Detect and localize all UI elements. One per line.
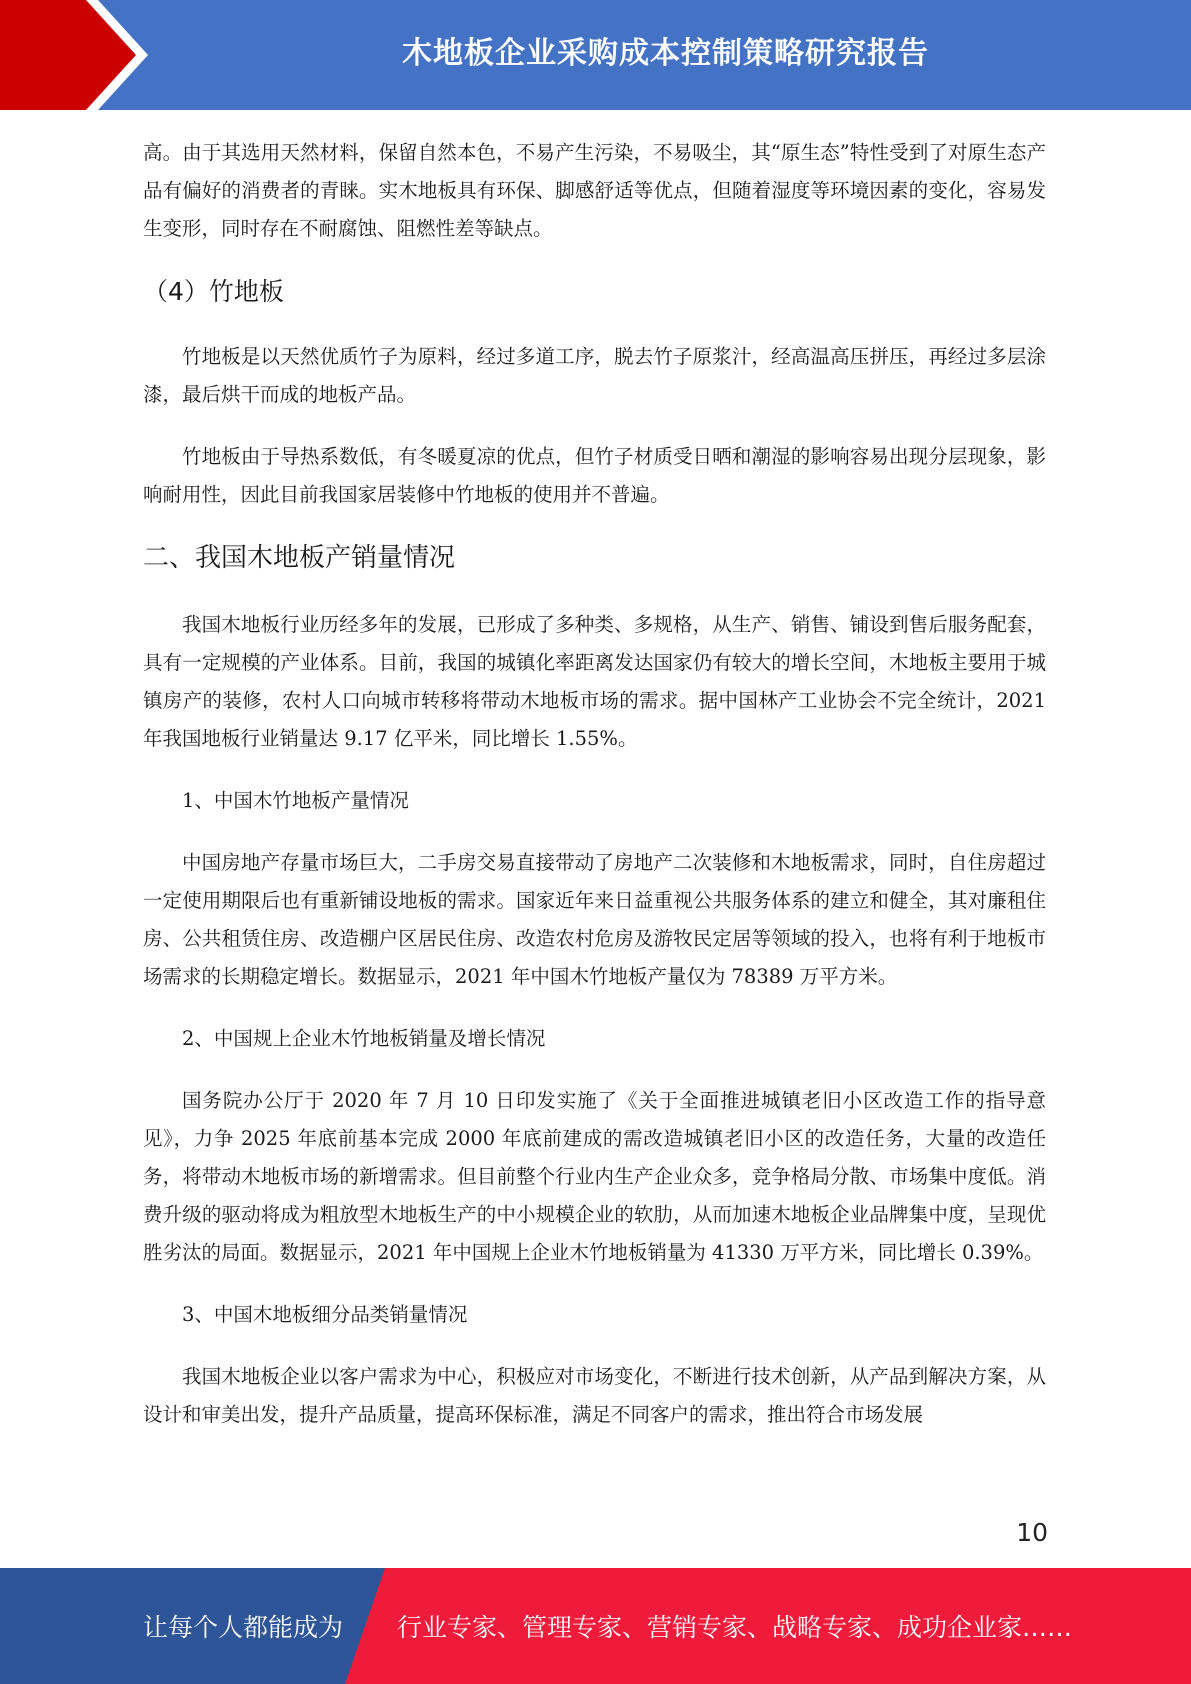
- subheading-bamboo-floor: （4）竹地板: [143, 277, 284, 306]
- paragraph-industry-overview: 我国木地板行业历经多年的发展，已形成了多种类、多规格，从生产、销售、铺设到售后服务配套，具有一定规模的产业体系。目前，我国的城镇化率距离发达国家仍有较大的增长空间，木地板主要用于城镇房产的装修，农村人口向城市转移将带动木地板市场的需求。据中国林产工业协会不完全统计，2021 年我国地板行业销量达 9.17 亿平米，同比增长 1.55%。: [143, 613, 1046, 750]
- item-heading-production: 1、中国木竹地板产量情况: [182, 789, 409, 812]
- paragraph-category-sales: 我国木地板企业以客户需求为中心，积极应对市场变化，不断进行技术创新，从产品到解决方案，从设计和审美出发，提升产品质量，提高环保标准，满足不同客户的需求，推出符合市场发展: [143, 1365, 1046, 1426]
- page-number: 10: [1016, 1518, 1048, 1547]
- paragraph-bamboo-properties: 竹地板由于导热系数低，有冬暖夏凉的优点，但竹子材质受日晒和潮湿的影响容易出现分层现象，影响耐用性，因此目前我国家居装修中竹地板的使用并不普遍。: [143, 445, 1046, 506]
- section-heading-production-sales: 二、我国木地板产销量情况: [143, 543, 456, 573]
- page-footer: [0, 1568, 1191, 1684]
- document-body: [143, 134, 1046, 1458]
- paragraph-sales-growth: 国务院办公厅于 2020 年 7 月 10 日印发实施了《关于全面推进城镇老旧小区改造工作的指导意见》，力争 2025 年底前基本完成 2000 年底前建成的需改造城镇老旧小区的改造任务，大量的改造任务，将带动木地板市场的新增需求。但目前整个行业内生产企业众多，竞争格局分散、市场集中度低。消费升级的驱动将成为粗放型木地板生产的中小规模企业的软肋，从而加速木地板企业品牌集中度，呈现优胜劣汰的局面。数据显示，2021 年中国规上企业木竹地板销量为 41330 万平方米，同比增长 0.39%。: [143, 1089, 1046, 1264]
- paragraph-continued: 高。由于其选用天然材料，保留自然本色，不易产生污染，不易吸尘，其“原生态”特性受到了对原生态产品有偏好的消费者的青睐。实木地板具有环保、脚感舒适等优点，但随着湿度等环境因素的变化，容易发生变形，同时存在不耐腐蚀、阻燃性差等缺点。: [143, 141, 1046, 240]
- paragraph-bamboo-definition: 竹地板是以天然优质竹子为原料，经过多道工序，脱去竹子原浆汁，经高温高压拼压，再经过多层涂漆，最后烘干而成的地板产品。: [143, 345, 1046, 406]
- footer-slogan-left: 让每个人都能成为: [143, 1613, 344, 1642]
- footer-slogan-right: 行业专家、管理专家、营销专家、战略专家、成功企业家……: [397, 1613, 1073, 1642]
- report-title: 木地板企业采购成本控制策略研究报告: [402, 36, 929, 71]
- item-heading-category-sales: 3、中国木地板细分品类销量情况: [182, 1303, 468, 1326]
- page-header: [0, 0, 1191, 110]
- item-heading-sales-growth: 2、中国规上企业木竹地板销量及增长情况: [182, 1027, 546, 1050]
- paragraph-production: 中国房地产存量市场巨大，二手房交易直接带动了房地产二次装修和木地板需求，同时，自住房超过一定使用期限后也有重新铺设地板的需求。国家近年来日益重视公共服务体系的建立和健全，其对廉租住房、公共租赁住房、改造棚户区居民住房、改造农村危房及游牧民定居等领域的投入，也将有利于地板市场需求的长期稳定增长。数据显示，2021 年中国木竹地板产量仅为 78389 万平方米。: [143, 851, 1046, 988]
